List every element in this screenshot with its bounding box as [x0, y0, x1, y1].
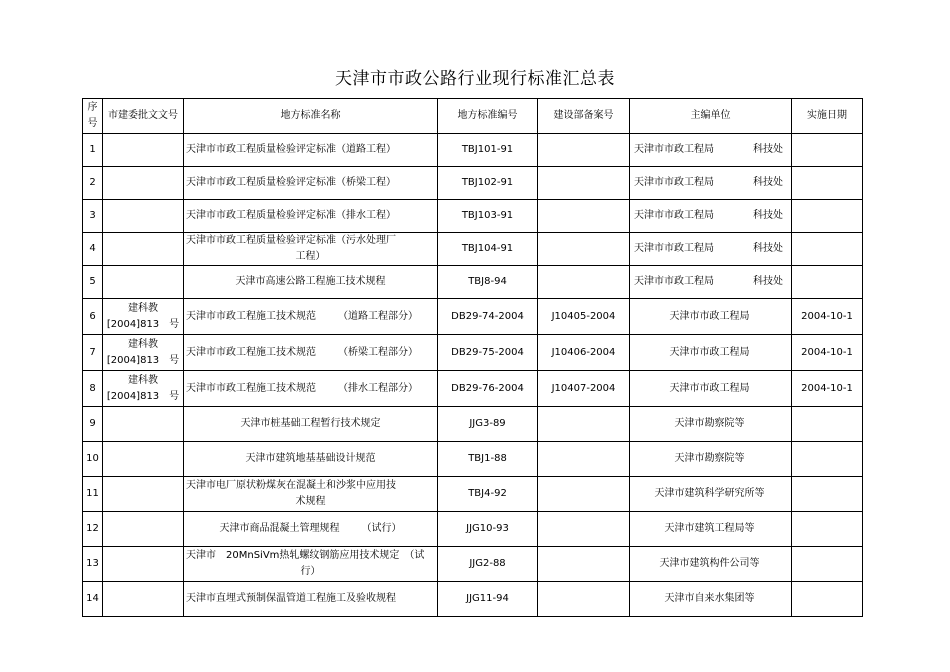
row-unit: 天津市勘察院等: [674, 418, 745, 429]
row-unit: 天津市市政工程局: [634, 276, 714, 287]
table-row: [83, 167, 863, 200]
row-date-cell: [792, 442, 863, 477]
row-unit-cell: [630, 477, 792, 512]
row-code: DB29-76-2004: [451, 382, 524, 394]
table-row: [83, 582, 863, 617]
row-doc-line1: 建科教: [128, 302, 158, 314]
row-doc-line1: 建科教: [128, 374, 158, 386]
row-record-cell: [538, 134, 630, 167]
row-name-cell: [184, 371, 438, 407]
row-seq: 14: [86, 593, 99, 604]
row-seq-cell: [83, 407, 103, 442]
header-doc: 市建委批文文号: [103, 99, 184, 134]
row-code: DB29-74-2004: [451, 310, 524, 322]
row-seq: 12: [86, 523, 99, 534]
row-name: 天津市市政工程施工技术规范: [186, 382, 316, 394]
row-name: 天津市高速公路工程施工技术规程: [235, 276, 386, 287]
row-code-cell: [438, 547, 538, 582]
row-name-line2: 工程）: [295, 251, 326, 262]
row-code: TBJ104-91: [461, 243, 514, 254]
row-record-cell: [538, 335, 630, 371]
row-date-cell: [792, 477, 863, 512]
row-code-cell: [438, 134, 538, 167]
row-unit-cell: [630, 266, 792, 299]
row-record-cell: [538, 200, 630, 233]
row-code: JJG11-94: [466, 593, 509, 604]
row-unit-cell: [630, 512, 792, 547]
row-name-line2: 术规程: [295, 496, 326, 507]
row-date-cell: [792, 299, 863, 335]
row-doc-cell: [103, 407, 184, 442]
row-seq: 8: [89, 382, 96, 394]
row-unit-cell: [630, 335, 792, 371]
row-unit: 天津市市政工程局: [634, 243, 714, 254]
row-seq-cell: [83, 582, 103, 617]
row-code-cell: [438, 233, 538, 266]
row-doc-line2: [2004]813 号: [106, 390, 180, 402]
row-date-cell: [792, 200, 863, 233]
row-date-cell: [792, 335, 863, 371]
row-date-cell: [792, 582, 863, 617]
row-unit-cell: [630, 371, 792, 407]
row-unit-cell: [630, 134, 792, 167]
row-code: JJG10-93: [466, 523, 509, 534]
row-unit: 天津市市政工程局: [669, 382, 750, 394]
row-doc-cell: [103, 512, 184, 547]
row-name: 天津市电厂原状粉煤灰在混凝土和沙浆中应用技: [186, 480, 396, 491]
row-unit-cell: [630, 547, 792, 582]
row-date-cell: [792, 266, 863, 299]
row-record: J10406-2004: [551, 346, 616, 358]
row-unit-dept: 科技处: [753, 144, 783, 155]
row-doc-cell: [103, 134, 184, 167]
row-date: 2004-10-1: [801, 346, 853, 358]
row-unit: 天津市勘察院等: [674, 453, 745, 464]
row-date-cell: [792, 233, 863, 266]
standards-table: [82, 98, 863, 617]
row-name: 天津市市政工程施工技术规范: [186, 310, 316, 322]
header-date: 实施日期: [792, 99, 863, 134]
row-name: 天津市市政工程施工技术规范: [186, 346, 316, 358]
row-date-cell: [792, 167, 863, 200]
row-seq-cell: [83, 167, 103, 200]
row-name: 天津市市政工程质量检验评定标准（桥梁工程）: [186, 177, 396, 188]
row-doc-cell: [103, 477, 184, 512]
table-header-row: [83, 99, 863, 134]
table-row: [83, 299, 863, 335]
row-unit-dept: 科技处: [753, 276, 783, 287]
row-name: 天津市 20MnSiVm热轧螺纹钢筋应用技术规定 （试: [186, 550, 425, 561]
row-code-cell: [438, 299, 538, 335]
row-name-cell: [184, 512, 438, 547]
header-unit: 主编单位: [630, 99, 792, 134]
header-code: 地方标准编号: [438, 99, 538, 134]
row-doc-cell: [103, 547, 184, 582]
row-seq-cell: [83, 134, 103, 167]
row-code: JJG2-88: [469, 558, 506, 569]
row-seq: 1: [89, 144, 96, 155]
row-code: TBJ4-92: [468, 488, 507, 499]
row-unit: 天津市市政工程局: [669, 310, 750, 322]
row-seq-cell: [83, 477, 103, 512]
row-code: TBJ8-94: [468, 276, 507, 287]
row-code: DB29-75-2004: [451, 346, 524, 358]
row-seq: 3: [89, 210, 96, 221]
row-name-cell: [184, 477, 438, 512]
row-doc-cell: [103, 200, 184, 233]
table-row: [83, 407, 863, 442]
table-row: [83, 200, 863, 233]
row-record: J10407-2004: [551, 382, 616, 394]
row-code-cell: [438, 335, 538, 371]
row-record-cell: [538, 547, 630, 582]
row-name-cell: [184, 200, 438, 233]
row-date: 2004-10-1: [801, 382, 853, 394]
row-code: TBJ103-91: [461, 210, 514, 221]
row-seq: 7: [89, 346, 96, 358]
row-seq-cell: [83, 512, 103, 547]
row-date-cell: [792, 371, 863, 407]
row-name-line2: 行）: [300, 566, 321, 577]
table-row: [83, 371, 863, 407]
row-name: 天津市建筑地基基础设计规范: [245, 453, 376, 464]
row-code-cell: [438, 371, 538, 407]
row-doc-cell: [103, 233, 184, 266]
row-seq-cell: [83, 200, 103, 233]
header-name: 地方标准名称: [184, 99, 438, 134]
row-name-part: （试行）: [361, 523, 402, 534]
table-row: [83, 266, 863, 299]
row-name: 天津市直埋式预制保温管道工程施工及验收规程: [186, 593, 396, 604]
row-seq-cell: [83, 335, 103, 371]
row-date-cell: [792, 547, 863, 582]
row-code: JJG3-89: [469, 418, 506, 429]
row-seq-cell: [83, 442, 103, 477]
row-record-cell: [538, 233, 630, 266]
row-date-cell: [792, 512, 863, 547]
row-seq-cell: [83, 266, 103, 299]
row-code-cell: [438, 582, 538, 617]
row-seq: 10: [86, 453, 99, 464]
row-name: 天津市市政工程质量检验评定标准（道路工程）: [186, 144, 396, 155]
row-seq: 5: [89, 276, 96, 287]
row-unit-dept: 科技处: [753, 210, 783, 221]
table-row: [83, 134, 863, 167]
row-unit: 天津市市政工程局: [634, 144, 714, 155]
table-row: [83, 512, 863, 547]
row-doc-cell: [103, 299, 184, 335]
row-doc-cell: [103, 266, 184, 299]
row-unit: 天津市建筑构件公司等: [659, 558, 760, 569]
row-unit-cell: [630, 167, 792, 200]
row-record: J10405-2004: [551, 310, 616, 322]
row-seq: 13: [86, 558, 99, 569]
row-name-cell: [184, 442, 438, 477]
row-code-cell: [438, 167, 538, 200]
row-code-cell: [438, 442, 538, 477]
row-name-cell: [184, 299, 438, 335]
row-record-cell: [538, 582, 630, 617]
row-unit: 天津市自来水集团等: [664, 593, 755, 604]
row-name-cell: [184, 582, 438, 617]
row-doc-line1: 建科教: [128, 338, 158, 350]
row-seq: 11: [86, 488, 99, 499]
row-record-cell: [538, 512, 630, 547]
table-row: [83, 477, 863, 512]
row-unit-dept: 科技处: [753, 177, 783, 188]
row-date-cell: [792, 407, 863, 442]
row-name-cell: [184, 266, 438, 299]
row-code-cell: [438, 200, 538, 233]
row-name: 天津市市政工程质量检验评定标准（排水工程）: [186, 210, 396, 221]
row-unit-cell: [630, 582, 792, 617]
row-name-cell: [184, 167, 438, 200]
row-unit-dept: 科技处: [753, 243, 783, 254]
row-doc-line2: [2004]813 号: [106, 318, 180, 330]
row-code: TBJ101-91: [461, 144, 514, 155]
row-unit-cell: [630, 407, 792, 442]
row-unit: 天津市市政工程局: [634, 177, 714, 188]
row-name-cell: [184, 233, 438, 266]
row-unit: 天津市建筑工程局等: [664, 523, 755, 534]
row-name-cell: [184, 335, 438, 371]
row-code-cell: [438, 477, 538, 512]
table-row: [83, 547, 863, 582]
row-doc-cell: [103, 371, 184, 407]
row-unit-cell: [630, 200, 792, 233]
row-seq: 2: [89, 177, 96, 188]
row-record-cell: [538, 407, 630, 442]
row-doc-cell: [103, 335, 184, 371]
table-row: [83, 335, 863, 371]
page-title: 天津市市政公路行业现行标准汇总表: [335, 69, 615, 89]
row-record-cell: [538, 266, 630, 299]
row-code: TBJ1-88: [468, 453, 507, 464]
row-unit: 天津市建筑科学研究所等: [654, 488, 765, 499]
row-code-cell: [438, 266, 538, 299]
row-unit-cell: [630, 233, 792, 266]
row-doc-cell: [103, 167, 184, 200]
row-unit: 天津市市政工程局: [634, 210, 714, 221]
row-record-cell: [538, 299, 630, 335]
row-record-cell: [538, 167, 630, 200]
row-doc-cell: [103, 582, 184, 617]
row-unit-cell: [630, 442, 792, 477]
row-name-part: （排水工程部分）: [338, 382, 418, 394]
row-name-part: （桥梁工程部分）: [338, 346, 418, 358]
row-date: 2004-10-1: [801, 310, 853, 322]
row-code-cell: [438, 512, 538, 547]
row-unit: 天津市市政工程局: [669, 346, 750, 358]
row-record-cell: [538, 371, 630, 407]
row-name-cell: [184, 134, 438, 167]
row-seq: 4: [89, 243, 96, 254]
row-record-cell: [538, 442, 630, 477]
row-name-part: （道路工程部分）: [338, 310, 418, 322]
row-seq-cell: [83, 233, 103, 266]
row-doc-line2: [2004]813 号: [106, 354, 180, 366]
table-row: [83, 233, 863, 266]
row-seq-cell: [83, 299, 103, 335]
header-record: 建设部备案号: [538, 99, 630, 134]
row-code: TBJ102-91: [461, 177, 514, 188]
row-seq: 9: [89, 418, 96, 429]
row-seq-cell: [83, 547, 103, 582]
row-name: 天津市商品混凝土管理规程: [219, 523, 340, 534]
row-seq: 6: [89, 310, 96, 322]
row-code-cell: [438, 407, 538, 442]
row-name: 天津市市政工程质量检验评定标准（污水处理厂: [186, 235, 396, 246]
row-seq-cell: [83, 371, 103, 407]
row-date-cell: [792, 134, 863, 167]
row-name: 天津市桩基础工程暂行技术规定: [240, 418, 381, 429]
table-row: [83, 442, 863, 477]
row-name-cell: [184, 407, 438, 442]
row-name-cell: [184, 547, 438, 582]
row-unit-cell: [630, 299, 792, 335]
header-seq: 序号: [83, 99, 103, 134]
row-doc-cell: [103, 442, 184, 477]
row-record-cell: [538, 477, 630, 512]
